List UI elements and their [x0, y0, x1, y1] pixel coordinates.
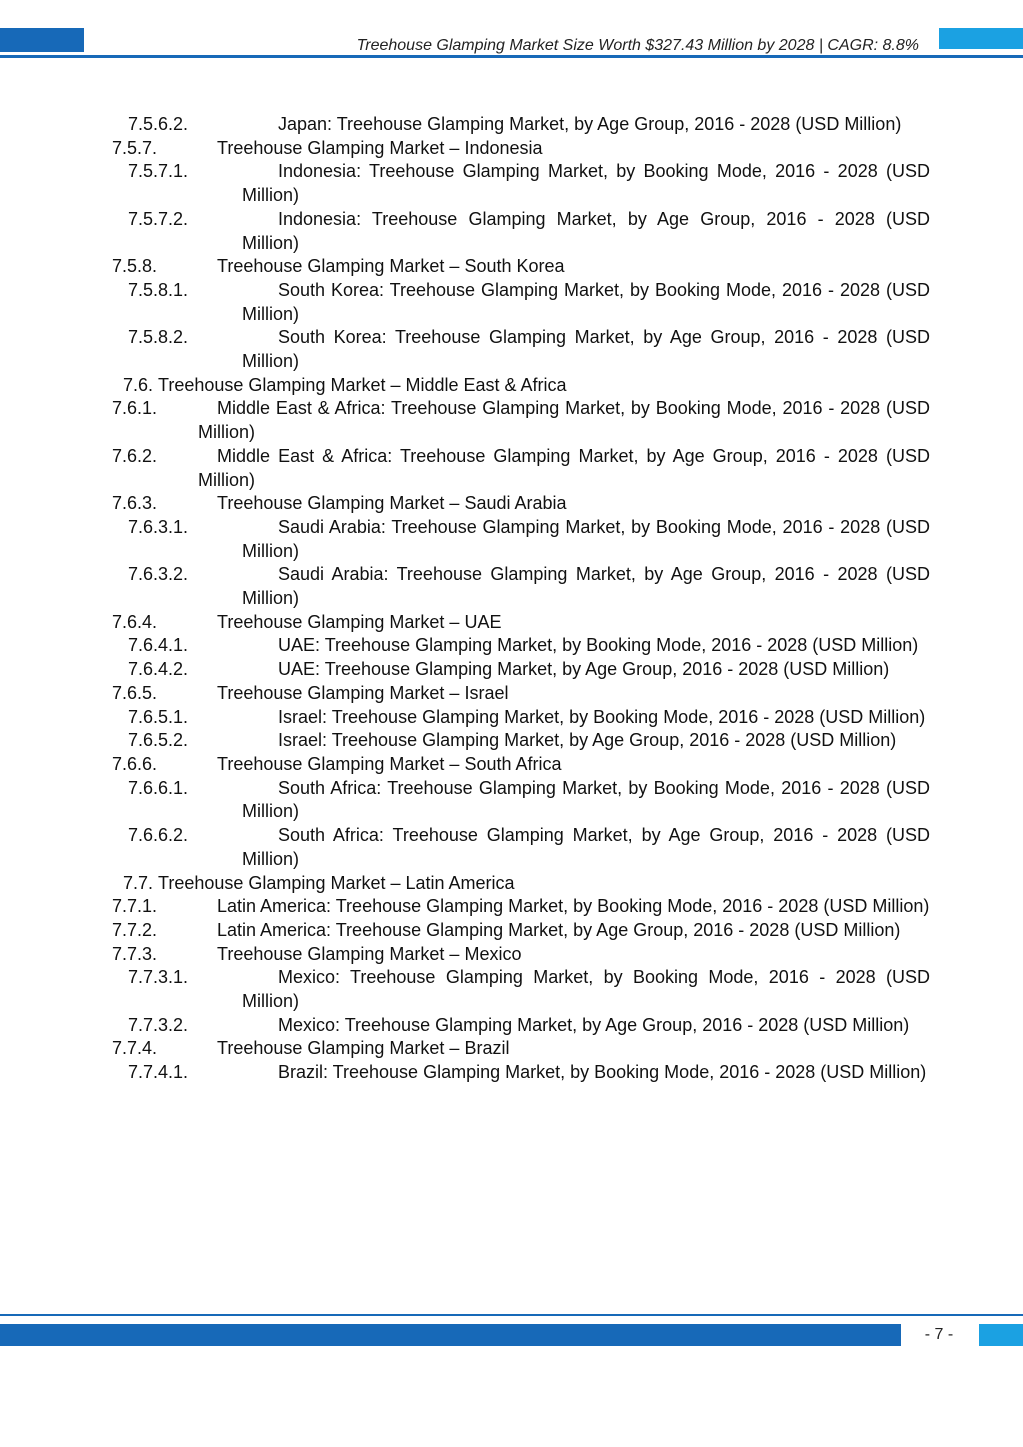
- toc-entry-title: Mexico: Treehouse Glamping Market, by Age Group, 2016 - 2028 (USD Million): [278, 1014, 910, 1035]
- toc-entry[interactable]: [0, 563, 1023, 610]
- toc-entry[interactable]: [0, 872, 1023, 896]
- toc-entry[interactable]: [0, 279, 1023, 326]
- toc-entry[interactable]: [0, 208, 1023, 255]
- toc-entry-number: 7.6.6.1.: [128, 777, 189, 798]
- toc-entry-title: Treehouse Glamping Market – Indonesia: [217, 137, 543, 158]
- toc-entry[interactable]: [0, 777, 1023, 824]
- toc-entry[interactable]: [0, 824, 1023, 871]
- toc-entry-number: 7.7.4.: [112, 1038, 158, 1059]
- toc-entry[interactable]: [0, 113, 1023, 137]
- toc-entry-number: 7.7.1.: [112, 896, 158, 917]
- toc-entry[interactable]: [0, 255, 1023, 279]
- toc-entry-number: 7.6.5.1.: [128, 706, 189, 727]
- toc-entry[interactable]: [0, 634, 1023, 658]
- table-of-contents: [0, 113, 1023, 1085]
- toc-entry[interactable]: [0, 658, 1023, 682]
- toc-entry[interactable]: [0, 397, 1023, 444]
- toc-entry[interactable]: [0, 729, 1023, 753]
- toc-entry-title: Treehouse Glamping Market – Saudi Arabia: [217, 493, 567, 514]
- toc-entry-title: South Korea: Treehouse Glamping Market, by Booking Mode, 2016 - 2028 (USD Million): [242, 279, 930, 324]
- toc-entry-number: 7.7.: [123, 872, 154, 893]
- toc-entry-number: 7.6.3.1.: [128, 516, 189, 537]
- header-divider: [0, 55, 1023, 58]
- toc-entry-title: Mexico: Treehouse Glamping Market, by Booking Mode, 2016 - 2028 (USD Million): [242, 967, 930, 1012]
- toc-entry-title: Latin America: Treehouse Glamping Market, by Booking Mode, 2016 - 2028 (USD Million): [217, 896, 930, 917]
- toc-entry-title: Brazil: Treehouse Glamping Market, by Booking Mode, 2016 - 2028 (USD Million): [278, 1062, 927, 1083]
- toc-entry-number: 7.7.3.2.: [128, 1014, 189, 1035]
- toc-entry[interactable]: [0, 326, 1023, 373]
- toc-entry-number: 7.6.4.2.: [128, 659, 189, 680]
- toc-entry[interactable]: [0, 919, 1023, 943]
- toc-entry[interactable]: [0, 137, 1023, 161]
- toc-entry-number: 7.7.3.1.: [128, 967, 189, 988]
- toc-entry-title: Latin America: Treehouse Glamping Market, by Age Group, 2016 - 2028 (USD Million): [217, 919, 901, 940]
- toc-entry-title: Indonesia: Treehouse Glamping Market, by Booking Mode, 2016 - 2028 (USD Million): [242, 161, 930, 206]
- toc-entry-title: Israel: Treehouse Glamping Market, by Booking Mode, 2016 - 2028 (USD Million): [278, 706, 926, 727]
- toc-entry[interactable]: [0, 943, 1023, 967]
- toc-entry-number: 7.5.6.2.: [128, 114, 189, 134]
- footer-right-bar: [979, 1324, 1023, 1346]
- toc-entry-title: UAE: Treehouse Glamping Market, by Age Group, 2016 - 2028 (USD Million): [278, 659, 890, 680]
- toc-entry[interactable]: [0, 1014, 1023, 1038]
- toc-entry-number: 7.6.: [123, 374, 154, 395]
- toc-entry[interactable]: [0, 160, 1023, 207]
- toc-entry-title: Middle East & Africa: Treehouse Glamping Market, by Booking Mode, 2016 - 2028 (USD Million): [198, 398, 930, 443]
- toc-entry-title: UAE: Treehouse Glamping Market, by Booking Mode, 2016 - 2028 (USD Million): [278, 635, 919, 656]
- toc-entry[interactable]: [0, 516, 1023, 563]
- toc-entry-title: Israel: Treehouse Glamping Market, by Age Group, 2016 - 2028 (USD Million): [278, 730, 897, 751]
- toc-entry-number: 7.6.6.: [112, 753, 158, 774]
- toc-entry-number: 7.6.4.: [112, 611, 158, 632]
- toc-entry-title: Treehouse Glamping Market – Brazil: [217, 1038, 510, 1059]
- toc-entry[interactable]: [0, 374, 1023, 398]
- toc-entry-number: 7.6.3.: [112, 493, 158, 514]
- toc-entry[interactable]: [0, 706, 1023, 730]
- toc-entry-title: Saudi Arabia: Treehouse Glamping Market, by Age Group, 2016 - 2028 (USD Million): [242, 564, 930, 609]
- toc-entry-title: Treehouse Glamping Market – UAE: [217, 611, 502, 632]
- toc-entry-number: 7.6.5.2.: [128, 730, 189, 751]
- header-left-bar: [0, 28, 84, 52]
- footer-divider: [0, 1314, 1023, 1316]
- toc-entry-number: 7.6.3.2.: [128, 564, 189, 585]
- toc-entry-number: 7.7.4.1.: [128, 1062, 189, 1083]
- toc-entry-number: 7.5.8.1.: [128, 279, 189, 300]
- toc-entry-number: 7.5.8.2.: [128, 327, 189, 348]
- toc-entry[interactable]: [0, 492, 1023, 516]
- toc-entry-number: 7.6.2.: [112, 445, 158, 466]
- toc-entry-number: 7.5.7.2.: [128, 208, 189, 229]
- toc-entry-title: Saudi Arabia: Treehouse Glamping Market, by Booking Mode, 2016 - 2028 (USD Million): [242, 516, 930, 561]
- toc-entry-title: South Africa: Treehouse Glamping Market, by Age Group, 2016 - 2028 (USD Million): [242, 825, 930, 869]
- toc-entry[interactable]: [0, 1037, 1023, 1061]
- toc-entry-number: 7.5.7.: [112, 137, 158, 158]
- toc-entry-title: Treehouse Glamping Market – Latin America: [158, 872, 515, 893]
- toc-entry-number: 7.6.4.1.: [128, 635, 189, 656]
- toc-entry-number: 7.5.7.1.: [128, 161, 189, 182]
- toc-entry[interactable]: [0, 895, 1023, 919]
- toc-entry-title: Treehouse Glamping Market – South Korea: [217, 256, 565, 277]
- toc-entry-title: South Africa: Treehouse Glamping Market, by Booking Mode, 2016 - 2028 (USD Million): [242, 777, 930, 822]
- toc-entry-title: Treehouse Glamping Market – Mexico: [217, 943, 522, 964]
- toc-entry-title: South Korea: Treehouse Glamping Market, by Age Group, 2016 - 2028 (USD Million): [242, 327, 930, 372]
- toc-entry-number: 7.7.2.: [112, 919, 158, 940]
- toc-entry-title: Treehouse Glamping Market – South Africa: [217, 753, 562, 774]
- toc-entry-title: Middle East & Africa: Treehouse Glamping Market, by Age Group, 2016 - 2028 (USD Million): [198, 445, 930, 490]
- toc-entry-title: Indonesia: Treehouse Glamping Market, by Age Group, 2016 - 2028 (USD Million): [242, 208, 930, 253]
- header-right-bar: [939, 28, 1023, 49]
- toc-entry-number: 7.6.5.: [112, 682, 158, 703]
- footer-bar: [0, 1324, 901, 1346]
- toc-entry[interactable]: [0, 682, 1023, 706]
- toc-entry[interactable]: [0, 753, 1023, 777]
- toc-entry[interactable]: [0, 445, 1023, 492]
- header-title: Treehouse Glamping Market Size Worth $327.43 Million by 2028 | CAGR: 8.8%: [356, 37, 919, 54]
- toc-entry-number: 7.7.3.: [112, 943, 158, 964]
- toc-entry[interactable]: [0, 1061, 1023, 1085]
- toc-entry-number: 7.5.8.: [112, 256, 158, 277]
- toc-entry[interactable]: [0, 966, 1023, 1013]
- toc-entry-number: 7.6.6.2.: [128, 825, 189, 846]
- toc-entry-title: Treehouse Glamping Market – Middle East & Africa: [158, 374, 567, 395]
- page-number: - 7 -: [924, 1326, 954, 1343]
- toc-entry-title: Treehouse Glamping Market – Israel: [217, 682, 509, 703]
- toc-entry[interactable]: [0, 611, 1023, 635]
- toc-entry-title: Japan: Treehouse Glamping Market, by Age Group, 2016 - 2028 (USD Million): [278, 114, 902, 134]
- toc-entry-number: 7.6.1.: [112, 398, 158, 419]
